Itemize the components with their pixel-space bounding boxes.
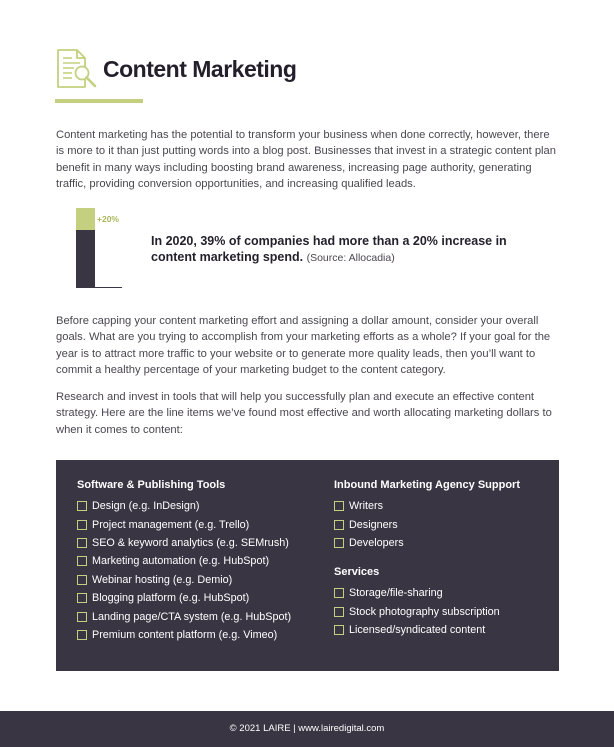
software-column [77, 478, 291, 644]
checkbox-icon [77, 593, 87, 603]
list-item: Writers [334, 497, 520, 515]
increase-bar-segment [76, 208, 95, 230]
list-item: Premium content platform (e.g. Vimeo) [77, 626, 291, 644]
services-heading: Services [334, 566, 380, 579]
page-footer [0, 711, 614, 747]
list-item: SEO & keyword analytics (e.g. SEMrush) [77, 534, 291, 552]
checkbox-icon [334, 538, 344, 548]
title-underline [55, 99, 143, 103]
document-search-icon [55, 48, 99, 90]
checkbox-icon [334, 501, 344, 511]
stat-callout [151, 233, 551, 266]
list-item: Webinar hosting (e.g. Demio) [77, 571, 291, 589]
increase-label: +20% [97, 214, 119, 224]
checkbox-icon [334, 607, 344, 617]
checkbox-icon [77, 501, 87, 511]
budget-paragraph: Before capping your content marketing effort and assigning a dollar amount, consider your overall goals. What are you trying to accomplish from your marketing efforts as a whole? If your goal for the year is to attract more traffic to your website or to generate more quality leads, then you’ll want to commit a healthy percentage of your marketing budget to the content category. [56, 315, 551, 376]
checkbox-icon [77, 520, 87, 530]
list-item: Blogging platform (e.g. HubSpot) [77, 589, 291, 607]
list-item: Storage/file-sharing [334, 584, 520, 602]
base-bar-segment [76, 230, 95, 287]
checkbox-icon [334, 520, 344, 530]
intro-paragraph: Content marketing has the potential to transform your business when done correctly, however, there is more to it than just putting words into a blog post. Businesses that invest in a strategic content plan benefit in many ways including boosting brand awareness, increasing page authority, generating traffic, providing conversion opportunities, and increasing qualified leads. [56, 129, 556, 190]
checkbox-icon [334, 588, 344, 598]
chart-baseline [76, 287, 122, 288]
list-item: Licensed/syndicated content [334, 621, 520, 639]
checkbox-icon [77, 556, 87, 566]
checkbox-icon [77, 630, 87, 640]
checkbox-icon [77, 612, 87, 622]
checkbox-icon [77, 538, 87, 548]
page-title: Content Marketing [103, 56, 297, 82]
tools-paragraph: Research and invest in tools that will help you successfully plan and execute an effective content strategy. Here are the line items we’ve found most effective and worth allocating marketing dollars to when it comes to content: [56, 391, 552, 436]
checkbox-icon [77, 575, 87, 585]
list-item: Design (e.g. InDesign) [77, 497, 291, 515]
list-item: Stock photography subscription [334, 603, 520, 621]
stat-source: (Source: Allocadia) [306, 252, 395, 264]
stat-headline: In 2020, 39% of companies had more than a 20% increase in content marketing spend. [151, 234, 507, 264]
list-item: Developers [334, 534, 520, 552]
footer-text: © 2021 LAIRE | www.lairedigital.com [229, 723, 385, 734]
agency-services-column [334, 478, 520, 639]
list-item: Designers [334, 515, 520, 533]
list-item: Project management (e.g. Trello) [77, 515, 291, 533]
list-item: Landing page/CTA system (e.g. HubSpot) [77, 607, 291, 625]
checkbox-icon [334, 625, 344, 635]
line-items-box [56, 460, 559, 671]
stat-bar-chart [76, 208, 122, 288]
list-item: Marketing automation (e.g. HubSpot) [77, 552, 291, 570]
agency-support-heading: Inbound Marketing Agency Support [334, 479, 520, 491]
software-heading: Software & Publishing Tools [77, 479, 226, 491]
